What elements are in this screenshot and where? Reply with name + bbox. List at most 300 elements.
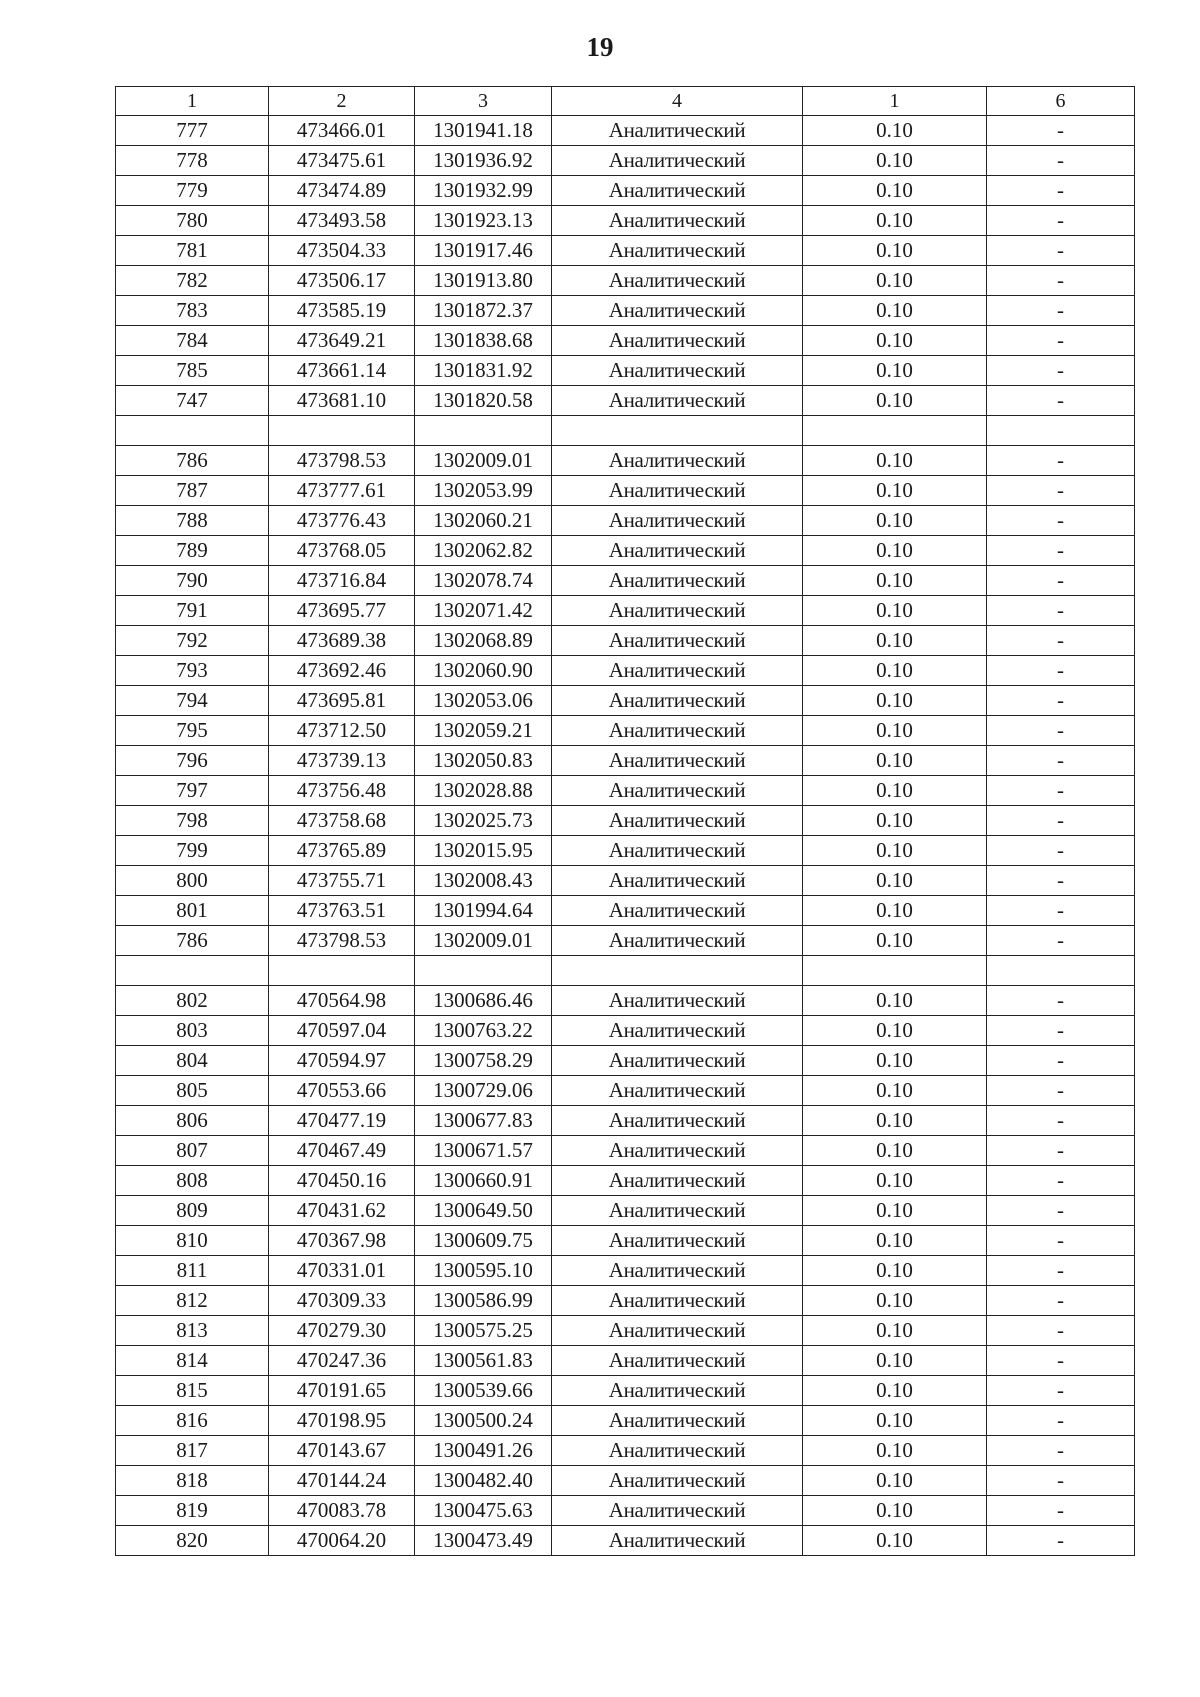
header-col-4: 4 [552, 87, 803, 116]
coord-x-cell: 473777.61 [269, 476, 415, 506]
accuracy-cell: 0.10 [803, 1256, 987, 1286]
accuracy-cell: 0.10 [803, 1046, 987, 1076]
table-row [116, 1376, 1135, 1406]
coord-x-cell: 473504.33 [269, 236, 415, 266]
coord-y-cell: 1302078.74 [415, 566, 552, 596]
note-cell: - [987, 986, 1135, 1016]
note-cell: - [987, 1106, 1135, 1136]
coord-x-cell: 473763.51 [269, 896, 415, 926]
point-number-cell: 802 [116, 986, 269, 1016]
accuracy-cell: 0.10 [803, 986, 987, 1016]
table-row [116, 266, 1135, 296]
point-number-cell: 792 [116, 626, 269, 656]
method-cell: Аналитический [552, 866, 803, 896]
coord-x-cell: 470198.95 [269, 1406, 415, 1436]
coord-y-cell: 1302008.43 [415, 866, 552, 896]
note-cell: - [987, 536, 1135, 566]
empty-cell [415, 416, 552, 446]
coord-y-cell: 1301923.13 [415, 206, 552, 236]
note-cell: - [987, 116, 1135, 146]
note-cell: - [987, 1076, 1135, 1106]
coord-x-cell: 473798.53 [269, 446, 415, 476]
point-number-cell: 813 [116, 1316, 269, 1346]
coord-x-cell: 473776.43 [269, 506, 415, 536]
accuracy-cell: 0.10 [803, 1076, 987, 1106]
empty-cell [269, 956, 415, 986]
point-number-cell: 816 [116, 1406, 269, 1436]
point-number-cell: 797 [116, 776, 269, 806]
coord-x-cell: 473692.46 [269, 656, 415, 686]
empty-cell [803, 956, 987, 986]
point-number-cell: 793 [116, 656, 269, 686]
note-cell: - [987, 206, 1135, 236]
table-row [116, 746, 1135, 776]
point-number-cell: 798 [116, 806, 269, 836]
method-cell: Аналитический [552, 656, 803, 686]
accuracy-cell: 0.10 [803, 266, 987, 296]
accuracy-cell: 0.10 [803, 236, 987, 266]
coord-x-cell: 473716.84 [269, 566, 415, 596]
point-number-cell: 799 [116, 836, 269, 866]
point-number-cell: 787 [116, 476, 269, 506]
method-cell: Аналитический [552, 626, 803, 656]
coord-y-cell: 1300686.46 [415, 986, 552, 1016]
table-row [116, 326, 1135, 356]
coord-x-cell: 470064.20 [269, 1526, 415, 1556]
method-cell: Аналитический [552, 206, 803, 236]
coord-y-cell: 1302062.82 [415, 536, 552, 566]
point-number-cell: 786 [116, 926, 269, 956]
point-number-cell: 812 [116, 1286, 269, 1316]
method-cell: Аналитический [552, 1466, 803, 1496]
table-row [116, 206, 1135, 236]
coord-x-cell: 470450.16 [269, 1166, 415, 1196]
table-row [116, 1016, 1135, 1046]
table-row [116, 236, 1135, 266]
header-col-2: 2 [269, 87, 415, 116]
coord-x-cell: 473475.61 [269, 146, 415, 176]
coord-x-cell: 470431.62 [269, 1196, 415, 1226]
table-row [116, 596, 1135, 626]
empty-cell [803, 416, 987, 446]
point-number-cell: 777 [116, 116, 269, 146]
coord-y-cell: 1302059.21 [415, 716, 552, 746]
accuracy-cell: 0.10 [803, 926, 987, 956]
method-cell: Аналитический [552, 326, 803, 356]
coord-y-cell: 1300763.22 [415, 1016, 552, 1046]
accuracy-cell: 0.10 [803, 536, 987, 566]
note-cell: - [987, 656, 1135, 686]
accuracy-cell: 0.10 [803, 386, 987, 416]
coord-y-cell: 1302071.42 [415, 596, 552, 626]
note-cell: - [987, 926, 1135, 956]
accuracy-cell: 0.10 [803, 1526, 987, 1556]
separator-row [116, 416, 1135, 446]
method-cell: Аналитический [552, 1166, 803, 1196]
table-row [116, 1256, 1135, 1286]
note-cell: - [987, 1466, 1135, 1496]
accuracy-cell: 0.10 [803, 1166, 987, 1196]
point-number-cell: 820 [116, 1526, 269, 1556]
note-cell: - [987, 836, 1135, 866]
method-cell: Аналитический [552, 1496, 803, 1526]
method-cell: Аналитический [552, 146, 803, 176]
coord-x-cell: 473585.19 [269, 296, 415, 326]
point-number-cell: 807 [116, 1136, 269, 1166]
table-row [116, 806, 1135, 836]
coord-x-cell: 473689.38 [269, 626, 415, 656]
note-cell: - [987, 1226, 1135, 1256]
note-cell: - [987, 266, 1135, 296]
coord-x-cell: 473695.77 [269, 596, 415, 626]
accuracy-cell: 0.10 [803, 206, 987, 236]
coord-y-cell: 1302025.73 [415, 806, 552, 836]
accuracy-cell: 0.10 [803, 656, 987, 686]
note-cell: - [987, 1346, 1135, 1376]
table-row [116, 356, 1135, 386]
page-number: 19 [586, 32, 614, 62]
table-row [116, 986, 1135, 1016]
accuracy-cell: 0.10 [803, 716, 987, 746]
method-cell: Аналитический [552, 1076, 803, 1106]
coord-y-cell: 1300539.66 [415, 1376, 552, 1406]
method-cell: Аналитический [552, 1136, 803, 1166]
method-cell: Аналитический [552, 1406, 803, 1436]
coord-y-cell: 1300660.91 [415, 1166, 552, 1196]
empty-cell [552, 416, 803, 446]
coord-y-cell: 1300671.57 [415, 1136, 552, 1166]
coord-x-cell: 470143.67 [269, 1436, 415, 1466]
accuracy-cell: 0.10 [803, 1196, 987, 1226]
point-number-cell: 810 [116, 1226, 269, 1256]
accuracy-cell: 0.10 [803, 896, 987, 926]
point-number-cell: 808 [116, 1166, 269, 1196]
method-cell: Аналитический [552, 1106, 803, 1136]
coord-y-cell: 1301932.99 [415, 176, 552, 206]
header-col-3: 3 [415, 87, 552, 116]
method-cell: Аналитический [552, 686, 803, 716]
note-cell: - [987, 506, 1135, 536]
note-cell: - [987, 1316, 1135, 1346]
table-row [116, 1076, 1135, 1106]
note-cell: - [987, 896, 1135, 926]
accuracy-cell: 0.10 [803, 476, 987, 506]
table-row [116, 1406, 1135, 1436]
empty-cell [415, 956, 552, 986]
coord-x-cell: 473649.21 [269, 326, 415, 356]
table-row [116, 1226, 1135, 1256]
accuracy-cell: 0.10 [803, 746, 987, 776]
coord-y-cell: 1302015.95 [415, 836, 552, 866]
note-cell: - [987, 1526, 1135, 1556]
note-cell: - [987, 1256, 1135, 1286]
empty-cell [987, 416, 1135, 446]
separator-row [116, 956, 1135, 986]
coord-y-cell: 1300475.63 [415, 1496, 552, 1526]
coord-y-cell: 1301913.80 [415, 266, 552, 296]
method-cell: Аналитический [552, 806, 803, 836]
coord-x-cell: 473758.68 [269, 806, 415, 836]
header-row [116, 87, 1135, 116]
coord-x-cell: 470467.49 [269, 1136, 415, 1166]
note-cell: - [987, 596, 1135, 626]
table-row [116, 146, 1135, 176]
point-number-cell: 781 [116, 236, 269, 266]
note-cell: - [987, 866, 1135, 896]
table-body [116, 116, 1135, 1556]
accuracy-cell: 0.10 [803, 1406, 987, 1436]
point-number-cell: 817 [116, 1436, 269, 1466]
coord-y-cell: 1300758.29 [415, 1046, 552, 1076]
coord-x-cell: 473466.01 [269, 116, 415, 146]
point-number-cell: 818 [116, 1466, 269, 1496]
method-cell: Аналитический [552, 356, 803, 386]
point-number-cell: 805 [116, 1076, 269, 1106]
accuracy-cell: 0.10 [803, 596, 987, 626]
coord-y-cell: 1300500.24 [415, 1406, 552, 1436]
method-cell: Аналитический [552, 176, 803, 206]
coord-x-cell: 473493.58 [269, 206, 415, 236]
accuracy-cell: 0.10 [803, 806, 987, 836]
method-cell: Аналитический [552, 746, 803, 776]
accuracy-cell: 0.10 [803, 866, 987, 896]
note-cell: - [987, 1136, 1135, 1166]
point-number-cell: 782 [116, 266, 269, 296]
coord-x-cell: 473661.14 [269, 356, 415, 386]
empty-cell [116, 956, 269, 986]
coord-y-cell: 1300649.50 [415, 1196, 552, 1226]
method-cell: Аналитический [552, 476, 803, 506]
coord-y-cell: 1302053.99 [415, 476, 552, 506]
table-row [116, 1046, 1135, 1076]
coord-x-cell: 470191.65 [269, 1376, 415, 1406]
note-cell: - [987, 386, 1135, 416]
table-row [116, 896, 1135, 926]
coord-y-cell: 1300677.83 [415, 1106, 552, 1136]
point-number-cell: 785 [116, 356, 269, 386]
table-row [116, 1436, 1135, 1466]
coord-x-cell: 470279.30 [269, 1316, 415, 1346]
coord-y-cell: 1302009.01 [415, 926, 552, 956]
table-row [116, 1346, 1135, 1376]
coord-y-cell: 1300561.83 [415, 1346, 552, 1376]
table-row [116, 446, 1135, 476]
coord-y-cell: 1300586.99 [415, 1286, 552, 1316]
coord-y-cell: 1302068.89 [415, 626, 552, 656]
method-cell: Аналитический [552, 296, 803, 326]
table-row [116, 776, 1135, 806]
method-cell: Аналитический [552, 1436, 803, 1466]
accuracy-cell: 0.10 [803, 836, 987, 866]
coord-x-cell: 470331.01 [269, 1256, 415, 1286]
table-row [116, 1526, 1135, 1556]
coord-y-cell: 1302028.88 [415, 776, 552, 806]
accuracy-cell: 0.10 [803, 1436, 987, 1466]
method-cell: Аналитический [552, 266, 803, 296]
accuracy-cell: 0.10 [803, 1346, 987, 1376]
method-cell: Аналитический [552, 446, 803, 476]
table-row [116, 716, 1135, 746]
header-col-5: 1 [803, 87, 987, 116]
table-row [116, 686, 1135, 716]
accuracy-cell: 0.10 [803, 776, 987, 806]
coord-x-cell: 470309.33 [269, 1286, 415, 1316]
note-cell: - [987, 326, 1135, 356]
coord-y-cell: 1301820.58 [415, 386, 552, 416]
table-row [116, 836, 1135, 866]
point-number-cell: 786 [116, 446, 269, 476]
accuracy-cell: 0.10 [803, 1496, 987, 1526]
table-row [116, 656, 1135, 686]
method-cell: Аналитический [552, 1016, 803, 1046]
table-row [116, 926, 1135, 956]
accuracy-cell: 0.10 [803, 446, 987, 476]
accuracy-cell: 0.10 [803, 1016, 987, 1046]
coord-x-cell: 470477.19 [269, 1106, 415, 1136]
table-row [116, 626, 1135, 656]
method-cell: Аналитический [552, 1286, 803, 1316]
note-cell: - [987, 1406, 1135, 1436]
method-cell: Аналитический [552, 1316, 803, 1346]
coord-x-cell: 470564.98 [269, 986, 415, 1016]
table-row [116, 296, 1135, 326]
point-number-cell: 795 [116, 716, 269, 746]
point-number-cell: 819 [116, 1496, 269, 1526]
note-cell: - [987, 626, 1135, 656]
empty-cell [987, 956, 1135, 986]
accuracy-cell: 0.10 [803, 1466, 987, 1496]
coord-y-cell: 1300491.26 [415, 1436, 552, 1466]
point-number-cell: 779 [116, 176, 269, 206]
method-cell: Аналитический [552, 536, 803, 566]
method-cell: Аналитический [552, 116, 803, 146]
method-cell: Аналитический [552, 1346, 803, 1376]
coord-x-cell: 473506.17 [269, 266, 415, 296]
accuracy-cell: 0.10 [803, 566, 987, 596]
accuracy-cell: 0.10 [803, 176, 987, 206]
note-cell: - [987, 1436, 1135, 1466]
point-number-cell: 780 [116, 206, 269, 236]
point-number-cell: 747 [116, 386, 269, 416]
coord-y-cell: 1300575.25 [415, 1316, 552, 1346]
accuracy-cell: 0.10 [803, 326, 987, 356]
table-row [116, 116, 1135, 146]
empty-cell [116, 416, 269, 446]
table-row [116, 176, 1135, 206]
accuracy-cell: 0.10 [803, 1316, 987, 1346]
note-cell: - [987, 1196, 1135, 1226]
note-cell: - [987, 1376, 1135, 1406]
method-cell: Аналитический [552, 1046, 803, 1076]
empty-cell [269, 416, 415, 446]
coord-x-cell: 470144.24 [269, 1466, 415, 1496]
method-cell: Аналитический [552, 1256, 803, 1286]
accuracy-cell: 0.10 [803, 116, 987, 146]
note-cell: - [987, 746, 1135, 776]
coordinates-table [115, 86, 1135, 1556]
point-number-cell: 806 [116, 1106, 269, 1136]
table-row [116, 1166, 1135, 1196]
table-row [116, 386, 1135, 416]
method-cell: Аналитический [552, 236, 803, 266]
method-cell: Аналитический [552, 776, 803, 806]
coord-x-cell: 473765.89 [269, 836, 415, 866]
accuracy-cell: 0.10 [803, 1136, 987, 1166]
accuracy-cell: 0.10 [803, 1106, 987, 1136]
method-cell: Аналитический [552, 566, 803, 596]
coord-y-cell: 1302050.83 [415, 746, 552, 776]
point-number-cell: 784 [116, 326, 269, 356]
method-cell: Аналитический [552, 836, 803, 866]
coord-x-cell: 473695.81 [269, 686, 415, 716]
table-row [116, 476, 1135, 506]
accuracy-cell: 0.10 [803, 1376, 987, 1406]
point-number-cell: 788 [116, 506, 269, 536]
table-row [116, 506, 1135, 536]
coord-y-cell: 1301831.92 [415, 356, 552, 386]
empty-cell [552, 956, 803, 986]
accuracy-cell: 0.10 [803, 626, 987, 656]
point-number-cell: 800 [116, 866, 269, 896]
accuracy-cell: 0.10 [803, 146, 987, 176]
coord-x-cell: 473756.48 [269, 776, 415, 806]
coord-y-cell: 1301872.37 [415, 296, 552, 326]
note-cell: - [987, 1496, 1135, 1526]
method-cell: Аналитический [552, 386, 803, 416]
coord-y-cell: 1302009.01 [415, 446, 552, 476]
coord-y-cell: 1301917.46 [415, 236, 552, 266]
table-row [116, 1316, 1135, 1346]
table-row [116, 1496, 1135, 1526]
accuracy-cell: 0.10 [803, 506, 987, 536]
note-cell: - [987, 146, 1135, 176]
note-cell: - [987, 716, 1135, 746]
point-number-cell: 815 [116, 1376, 269, 1406]
coord-x-cell: 470247.36 [269, 1346, 415, 1376]
point-number-cell: 794 [116, 686, 269, 716]
note-cell: - [987, 1286, 1135, 1316]
coord-y-cell: 1300729.06 [415, 1076, 552, 1106]
coord-y-cell: 1301994.64 [415, 896, 552, 926]
point-number-cell: 778 [116, 146, 269, 176]
table-header [116, 87, 1135, 116]
coord-y-cell: 1301936.92 [415, 146, 552, 176]
coord-y-cell: 1302060.90 [415, 656, 552, 686]
coord-y-cell: 1301838.68 [415, 326, 552, 356]
note-cell: - [987, 476, 1135, 506]
method-cell: Аналитический [552, 986, 803, 1016]
point-number-cell: 801 [116, 896, 269, 926]
method-cell: Аналитический [552, 1226, 803, 1256]
table-row [116, 566, 1135, 596]
method-cell: Аналитический [552, 926, 803, 956]
note-cell: - [987, 1166, 1135, 1196]
table-row [116, 1286, 1135, 1316]
point-number-cell: 803 [116, 1016, 269, 1046]
point-number-cell: 796 [116, 746, 269, 776]
coord-x-cell: 473755.71 [269, 866, 415, 896]
coord-x-cell: 470597.04 [269, 1016, 415, 1046]
coord-y-cell: 1300595.10 [415, 1256, 552, 1286]
accuracy-cell: 0.10 [803, 1226, 987, 1256]
header-col-6: 6 [987, 87, 1135, 116]
accuracy-cell: 0.10 [803, 296, 987, 326]
note-cell: - [987, 566, 1135, 596]
coord-x-cell: 473681.10 [269, 386, 415, 416]
point-number-cell: 811 [116, 1256, 269, 1286]
coord-x-cell: 473768.05 [269, 536, 415, 566]
coord-y-cell: 1300482.40 [415, 1466, 552, 1496]
